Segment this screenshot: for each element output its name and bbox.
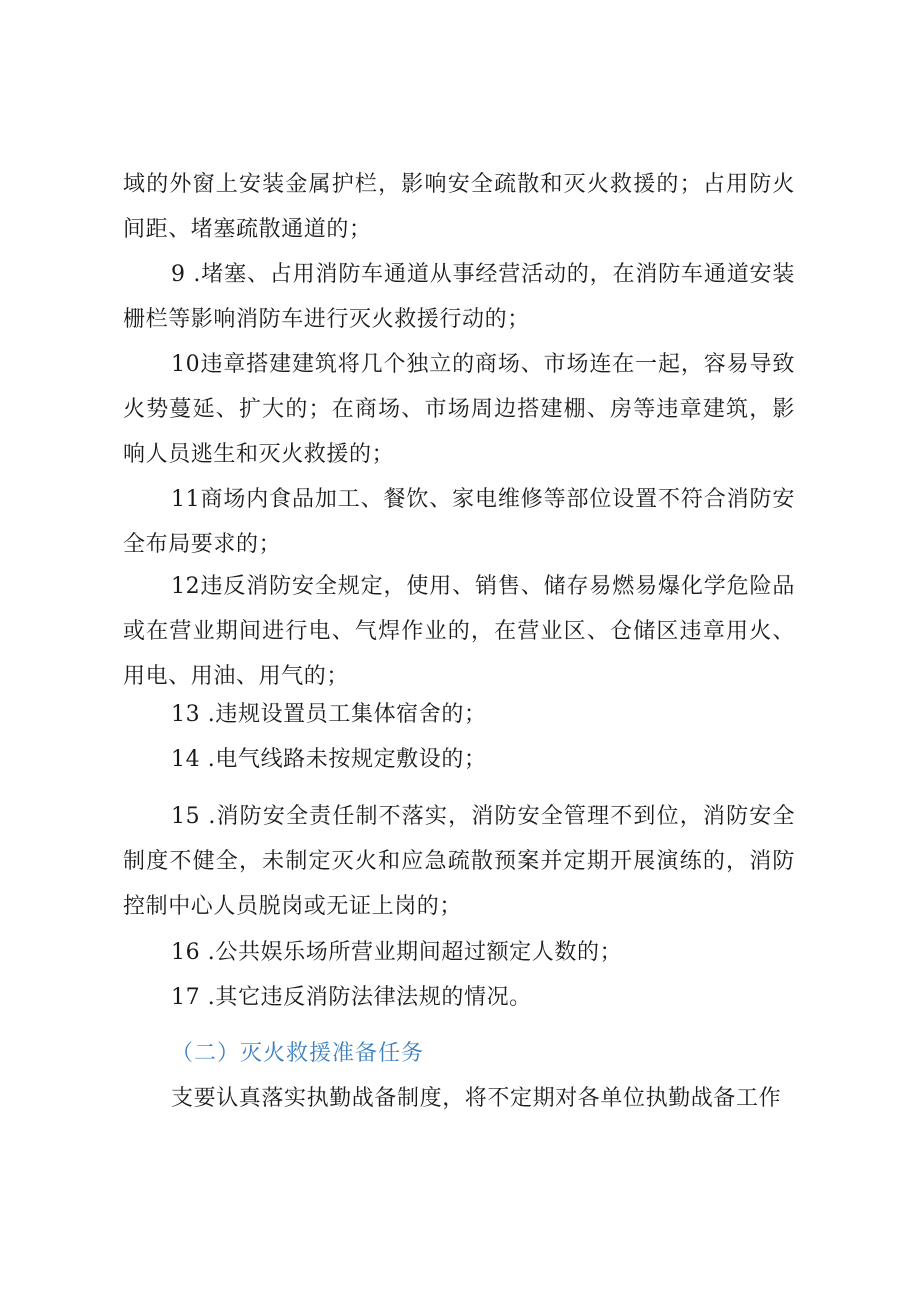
paragraph-item-11: 11商场内食品加工、餐饮、家电维修等部位设置不符合消防安全布局要求的； [123, 487, 795, 557]
paragraph-item-16: 16 .公共娱乐场所营业期间超过额定人数的； [171, 940, 623, 965]
paragraph-item-10: 10违章搭建建筑将几个独立的商场、市场连在一起，容易导致火势蔓延、扩大的；在商场、市场周边搭建棚、房等违章建筑，影响人员逃生和灭火救援的； [123, 352, 795, 467]
paragraph-item-12: 12违反消防安全规定，使用、销售、储存易燃易爆化学危险品或在营业期间进行电、气焊作业的，在营业区、仓储区违章用火、用电、用油、用气的； [123, 574, 795, 689]
paragraph-item-14: 14 .电气线路未按规定敷设的； [171, 747, 487, 772]
paragraph-final: 支要认真落实执勤战备制度，将不定期对各单位执勤战备工作 [171, 1086, 782, 1111]
paragraph-item-17: 17 .其它违反消防法律法规的情况。 [171, 985, 532, 1010]
paragraph-continued: 域的外窗上安装金属护栏，影响安全疏散和灭火救援的；占用防火间距、堵塞疏散通道的； [123, 172, 795, 242]
paragraph-item-9: 9 .堵塞、占用消防车通道从事经营活动的，在消防车通道安装栅栏等影响消防车进行灭火救援行动的； [123, 262, 795, 332]
section-heading: （二）灭火救援准备任务 [171, 1041, 425, 1066]
paragraph-item-13: 13 .违规设置员工集体宿舍的； [171, 702, 487, 727]
paragraph-item-15: 15 .消防安全责任制不落实，消防安全管理不到位，消防安全制度不健全，未制定灭火和应急疏散预案并定期开展演练的，消防控制中心人员脱岗或无证上岗的； [123, 804, 795, 919]
